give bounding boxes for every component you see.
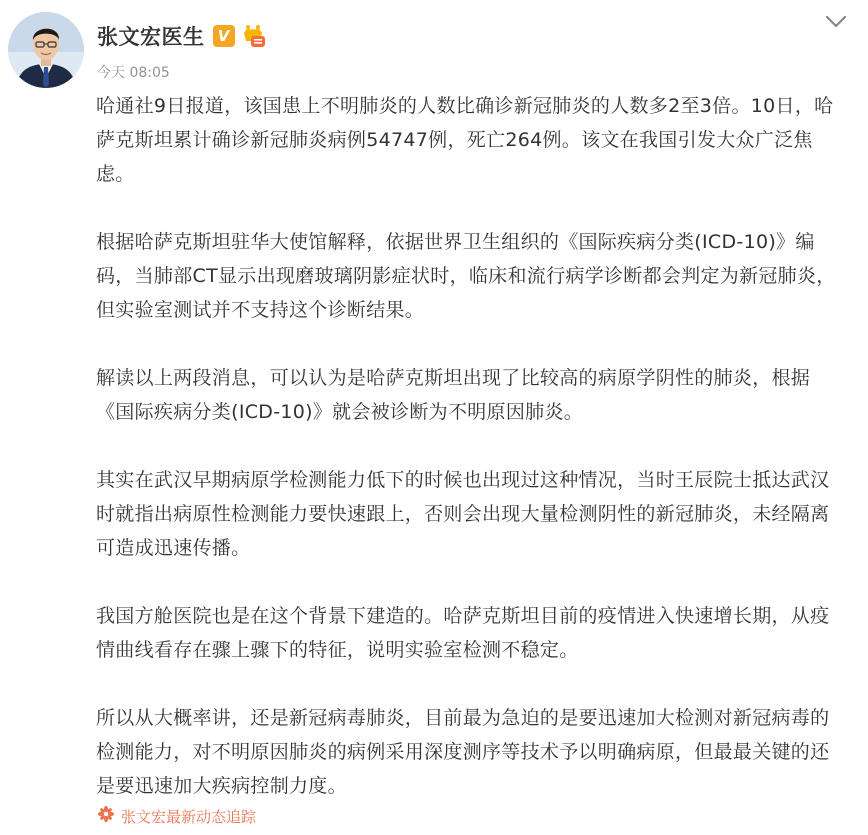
post-paragraph: 其实在武汉早期病原学检测能力低下的时候也出现过这种情况，当时王辰院士抵达武汉时就指出病原性检测能力要快速跟上，否则会出现大量检测阴性的新冠肺炎，未经隔离可造成迅速传播。 <box>96 469 830 559</box>
post-paragraph: 根据哈萨克斯坦驻华大使馆解释，依据世界卫生组织的《国际疾病分类(ICD-10)》编码，当肺部CT显示出现磨玻璃阴影症状时，临床和流行病学诊断都会判定为新冠肺炎，但实验室测试并不支持这个诊断结果。 <box>96 231 836 321</box>
post-paragraph: 哈通社9日报道，该国患上不明肺炎的人数比确诊新冠肺炎的人数多2至3倍。10日，哈萨克斯坦累计确诊新冠肺炎病例54747例，死亡264例。该文在我国引发大众广泛焦虑。 <box>96 95 834 185</box>
chevron-down-icon[interactable] <box>823 11 849 33</box>
tracking-link-label[interactable]: 张文宏最新动态追踪 <box>121 807 257 826</box>
tracking-link[interactable] <box>97 805 256 827</box>
flower-icon <box>97 805 115 827</box>
post-content <box>96 89 846 803</box>
member-crown-icon[interactable] <box>239 23 267 49</box>
post-paragraph: 所以从大概率讲，还是新冠病毒肺炎，目前最为急迫的是要迅速加大检测对新冠病毒的检测能力，对不明原因肺炎的病例采用深度测序等技术予以明确病原，但最最关键的还是要迅速加大疾病控制力度。 <box>96 707 830 797</box>
avatar[interactable] <box>8 12 84 88</box>
doctor-portrait-icon <box>8 12 84 88</box>
post-paragraph: 我国方舱医院也是在这个背景下建造的。哈萨克斯坦目前的疫情进入快速增长期，从疫情曲线看存在骤上骤下的特征，说明实验室检测不稳定。 <box>96 605 830 661</box>
author-row <box>97 20 267 52</box>
post-timestamp[interactable]: 今天 08:05 <box>97 65 170 81</box>
post-paragraph: 解读以上两段消息，可以认为是哈萨克斯坦出现了比较高的病原学阴性的肺炎，根据《国际疾病分类(ICD-10)》就会被诊断为不明原因肺炎。 <box>96 367 811 423</box>
verified-v-icon[interactable]: V <box>213 25 235 47</box>
author-name[interactable]: 张文宏医生 <box>97 25 205 49</box>
